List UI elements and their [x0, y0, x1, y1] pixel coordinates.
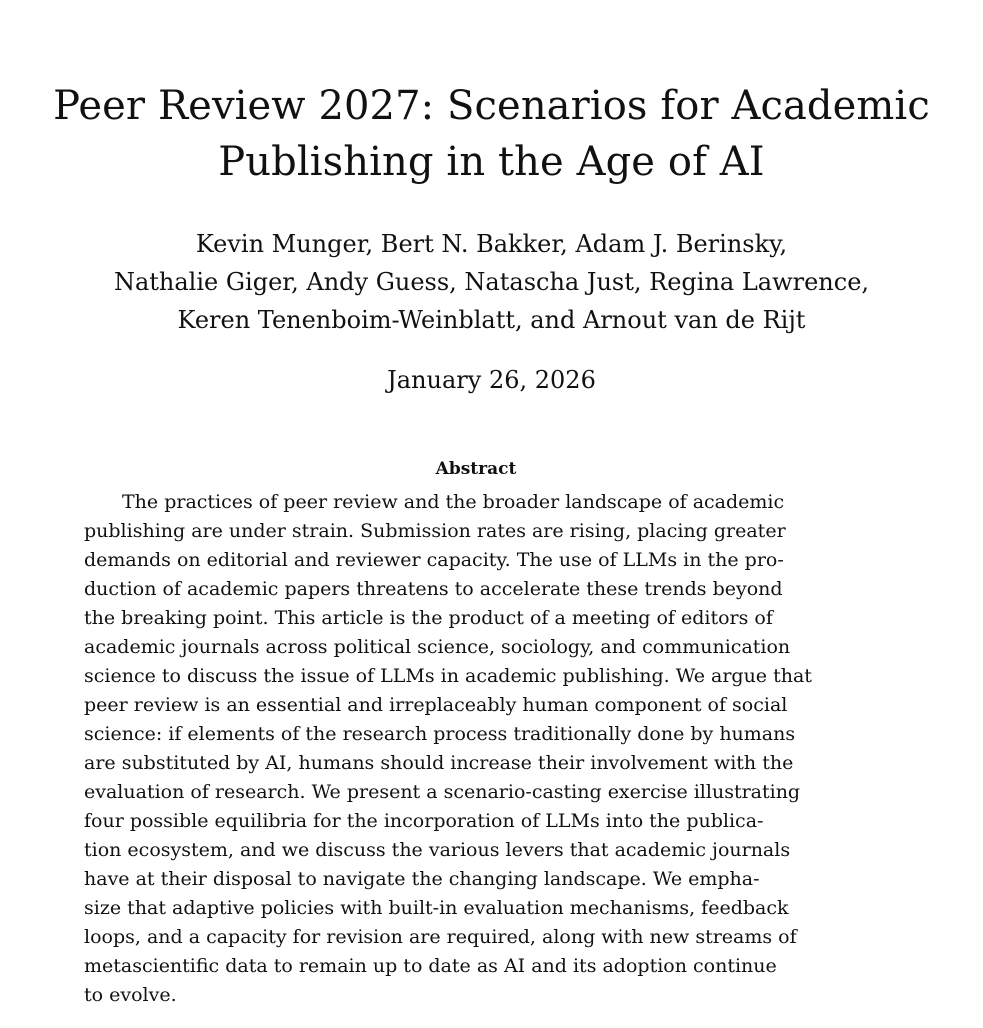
abstract-line: The practices of peer review and the broader landscape of academic [122, 491, 785, 513]
abstract-body [84, 488, 868, 1010]
abstract-line: have at their disposal to navigate the changing landscape. We empha- [84, 868, 760, 890]
abstract-line: tion ecosystem, and we discuss the various levers that academic journals [84, 839, 791, 861]
abstract-line: evaluation of research. We present a scenario-casting exercise illustrating [84, 781, 801, 803]
title-line: Peer Review 2027: Scenarios for Academic [53, 83, 930, 129]
author-list [0, 225, 983, 339]
abstract-line: academic journals across political science, sociology, and communication [84, 636, 791, 658]
abstract-line: to evolve. [84, 984, 177, 1006]
abstract-line: peer review is an essential and irreplaceably human component of social [84, 694, 788, 716]
abstract-line: are substituted by AI, humans should increase their involvement with the [84, 752, 794, 774]
abstract-line: science: if elements of the research process traditionally done by humans [84, 723, 796, 745]
abstract-line: four possible equilibria for the incorporation of LLMs into the publica- [84, 810, 764, 832]
abstract-line: science to discuss the issue of LLMs in academic publishing. We argue that [84, 665, 812, 687]
author-line: Keren Tenenboim-Weinblatt, and Arnout van de Rijt [177, 306, 806, 334]
abstract-line: publishing are under strain. Submission rates are rising, placing greater [84, 520, 786, 542]
author-line: Kevin Munger, Bert N. Bakker, Adam J. Berinsky, [195, 230, 788, 258]
abstract-line: metascientific data to remain up to date as AI and its adoption continue [84, 955, 777, 977]
paper-title [0, 78, 983, 190]
author-line: Nathalie Giger, Andy Guess, Natascha Just, Regina Lawrence, [113, 268, 870, 296]
abstract-line: demands on editorial and reviewer capacity. The use of LLMs in the pro- [84, 549, 784, 571]
abstract-line: loops, and a capacity for revision are required, along with new streams of [84, 926, 797, 948]
publication-date: January 26, 2026 [387, 366, 596, 394]
abstract-heading: Abstract [435, 459, 517, 479]
abstract-line: the breaking point. This article is the product of a meeting of editors of [84, 607, 773, 629]
abstract-line: duction of academic papers threatens to accelerate these trends beyond [84, 578, 783, 600]
abstract-line: size that adaptive policies with built-in evaluation mechanisms, feedback [84, 897, 789, 919]
title-line: Publishing in the Age of AI [218, 139, 765, 185]
